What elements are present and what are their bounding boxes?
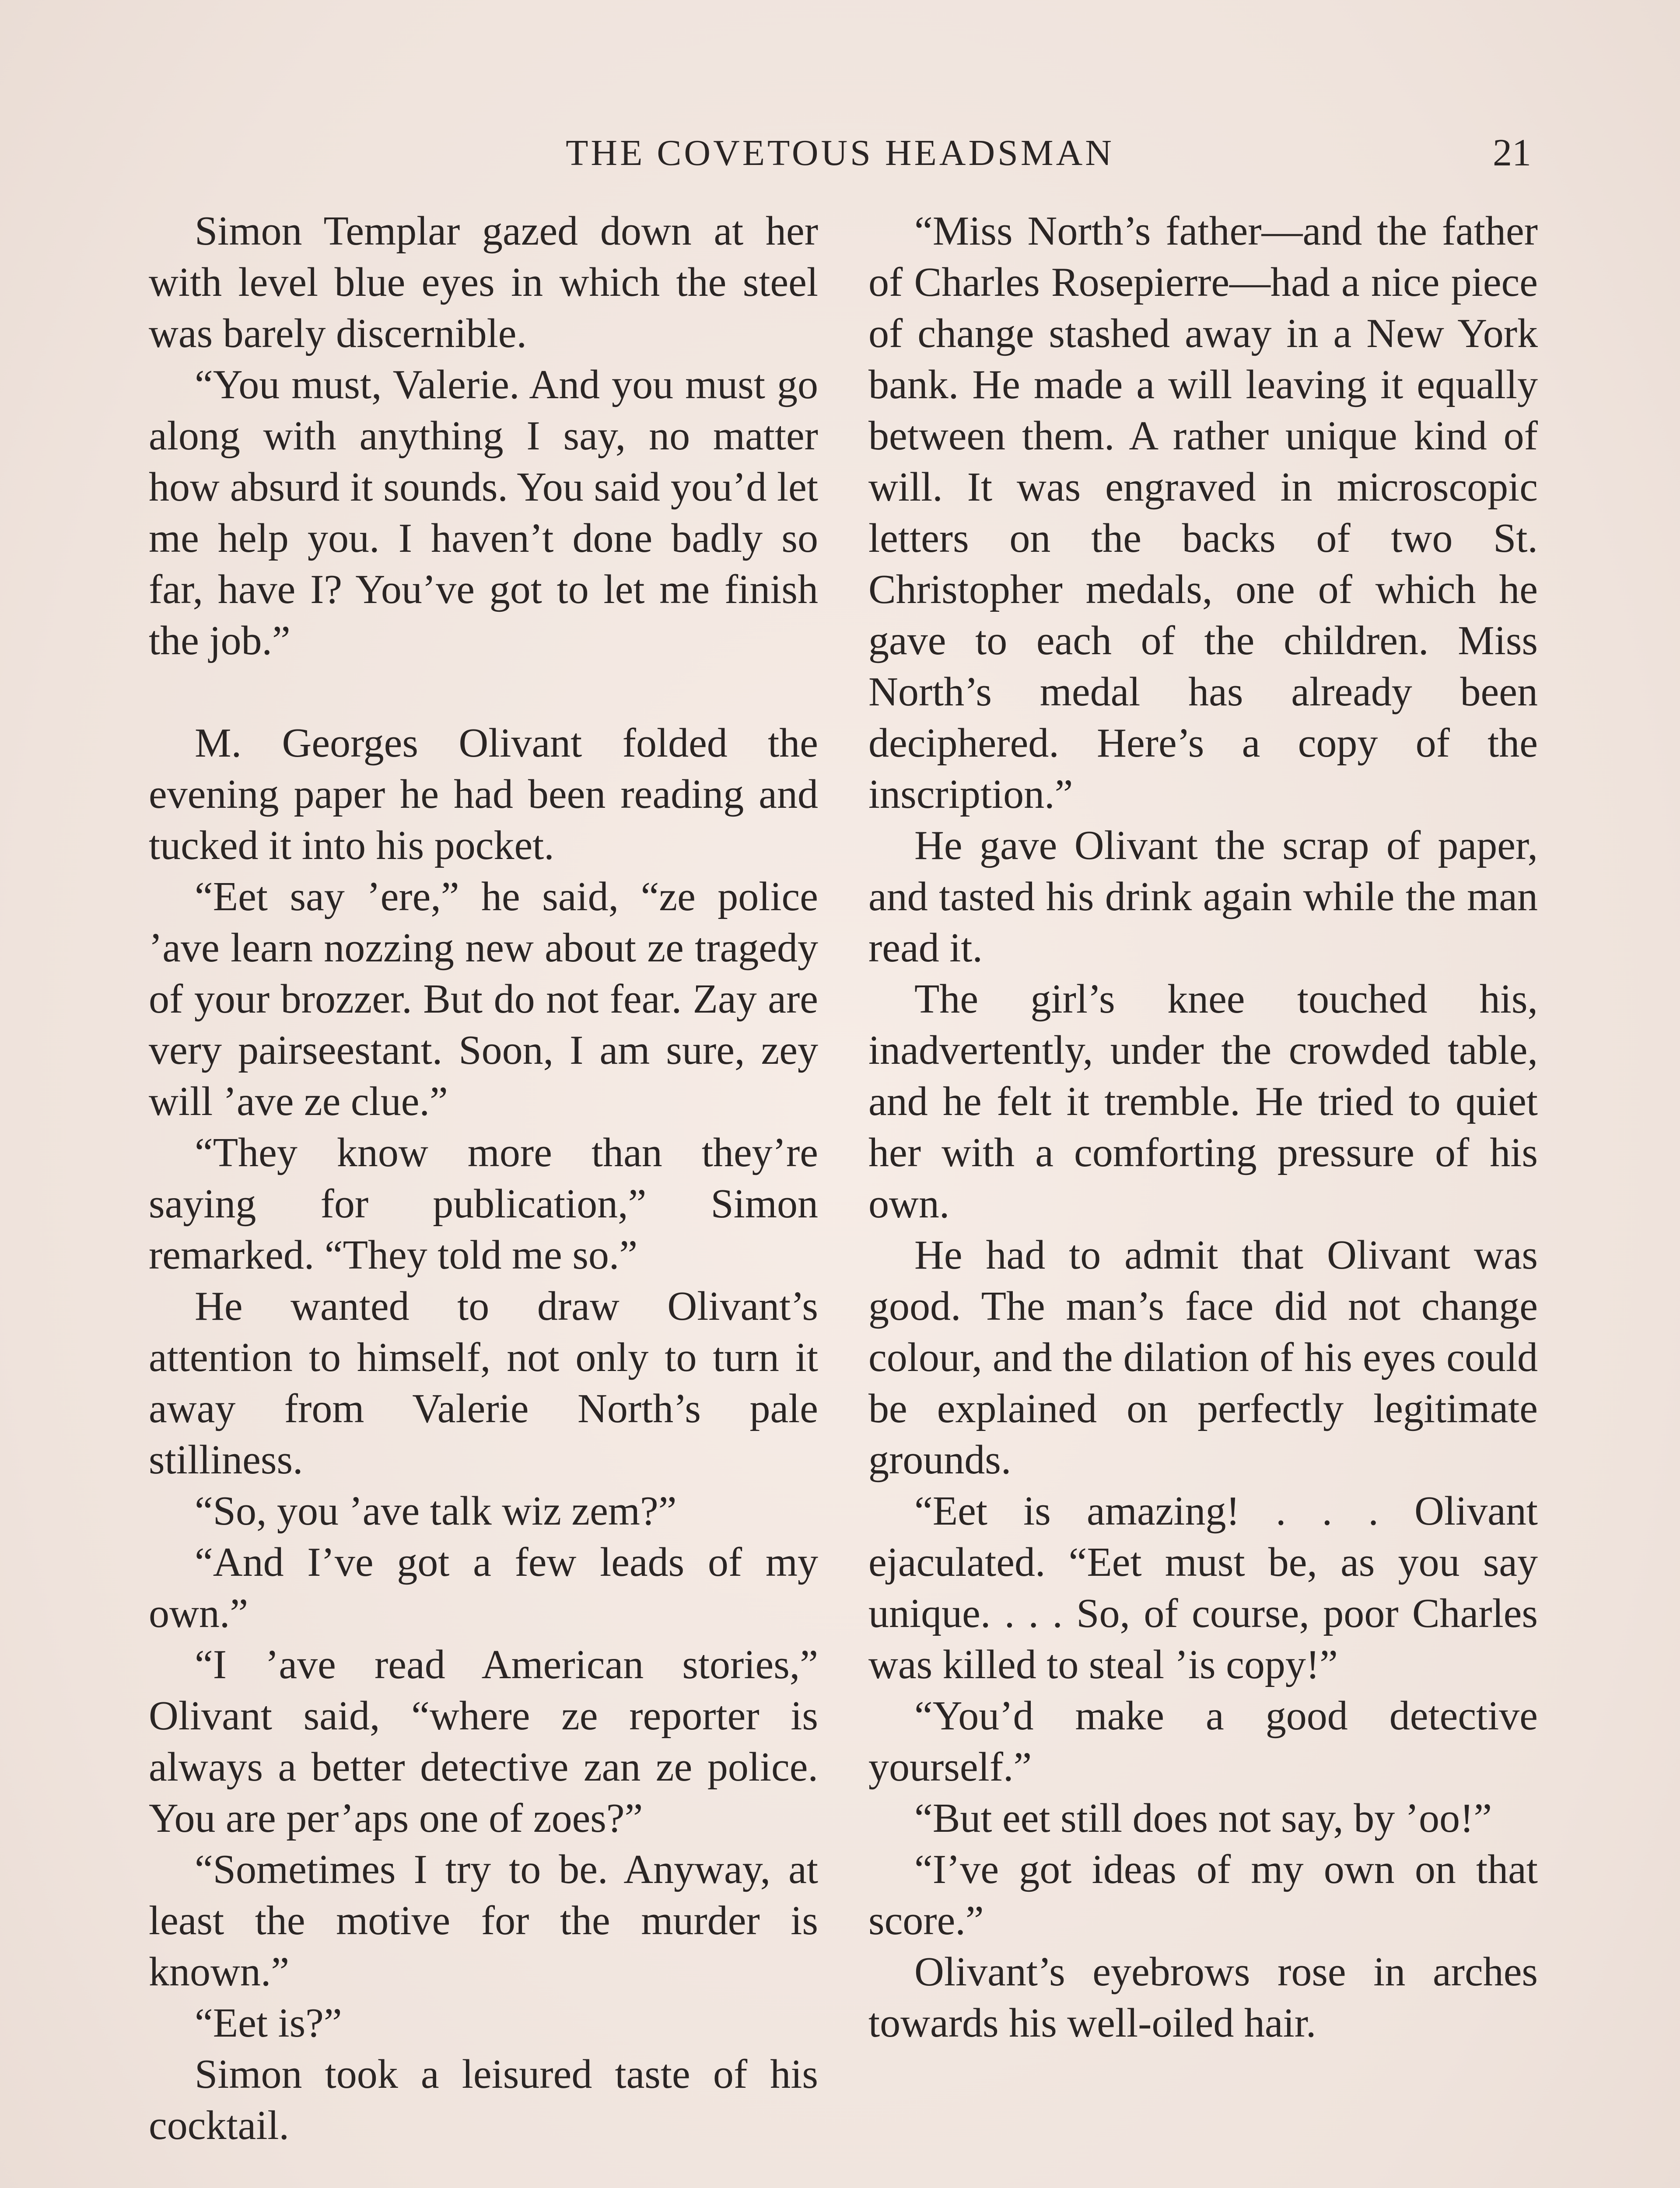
paragraph: “They know more than they’re saying for publication,” Simon remarked. “They told me so.” xyxy=(149,1130,818,1278)
paragraph: “And I’ve got a few leads of my own.” xyxy=(149,1539,818,1636)
page-number: 21 xyxy=(1493,132,1531,174)
paragraph: He wanted to draw Olivant’s attention to himself, not only to turn it away from Valerie North’s pale stilliness. xyxy=(149,1283,818,1483)
paragraph: Simon Templar gazed down at her with level blue eyes in which the steel was barely discernible. xyxy=(149,208,818,356)
paragraph: “Eet is amazing! . . . Olivant ejaculated. “Eet must be, as you say unique. . . . So, of course, poor Charles was killed to steal ’is copy!” xyxy=(868,1488,1538,1687)
paragraph: “But eet still does not say, by ’oo!” xyxy=(914,1795,1492,1841)
paragraph: “Eet is?” xyxy=(195,2000,342,2046)
paragraph: M. Georges Olivant folded the evening paper he had been reading and tucked it into his pocket. xyxy=(149,720,818,868)
paragraph: Simon took a leisured taste of his cocktail. xyxy=(149,2051,818,2148)
page-header xyxy=(149,127,1531,179)
running-head: THE COVETOUS HEADSMAN xyxy=(566,133,1114,173)
paragraph: “Sometimes I try to be. Anyway, at least the motive for the murder is known.” xyxy=(149,1847,818,1995)
paragraph: “I’ve got ideas of my own on that score.” xyxy=(868,1847,1538,1943)
left-column xyxy=(149,206,818,2151)
paragraph: “Eet say ’ere,” he said, “ze police ’ave learn nozzing new about ze tragedy of your brozzer. But do not fear. Zay are very pairseestant. Soon, I am sure, zey will ’ave ze clue.” xyxy=(149,874,818,1124)
paragraph: “You must, Valerie. And you must go along with anything I say, no matter how absurd it sounds. You said you’d let me help you. I haven’t done badly so far, have I? You’ve got to let me finish the job.” xyxy=(149,362,818,663)
paragraph: He had to admit that Olivant was good. The man’s face did not change colour, and the dilation of his eyes could be explained on perfectly legitimate grounds. xyxy=(868,1232,1538,1483)
paragraph: He gave Olivant the scrap of paper, and tasted his drink again while the man read it. xyxy=(868,823,1538,971)
paragraph: “You’d make a good detective yourself.” xyxy=(868,1693,1538,1790)
paragraph: Olivant’s eyebrows rose in arches towards his well-oiled hair. xyxy=(868,1949,1538,2046)
paragraph: The girl’s knee touched his, inadvertently, under the crowded table, and he felt it tremble. He tried to quiet her with a comforting pressure of his own. xyxy=(868,976,1538,1227)
right-column xyxy=(868,206,1538,2049)
paragraph: “Miss North’s father—and the father of Charles Rosepierre—had a nice piece of change stashed away in a New York bank. He made a will leaving it equally between them. A rather unique kind of will. It was engraved in microscopic letters on the backs of two St. Christopher medals, one of which he gave to each of the children. Miss North’s medal has already been deciphered. Here’s a copy of the inscription.” xyxy=(868,208,1538,817)
paragraph: “I ’ave read American stories,” Olivant said, “where ze reporter is always a better detective zan ze police. You are per’aps one of zoes?” xyxy=(149,1642,818,1841)
paragraph: “So, you ’ave talk wiz zem?” xyxy=(195,1488,677,1534)
